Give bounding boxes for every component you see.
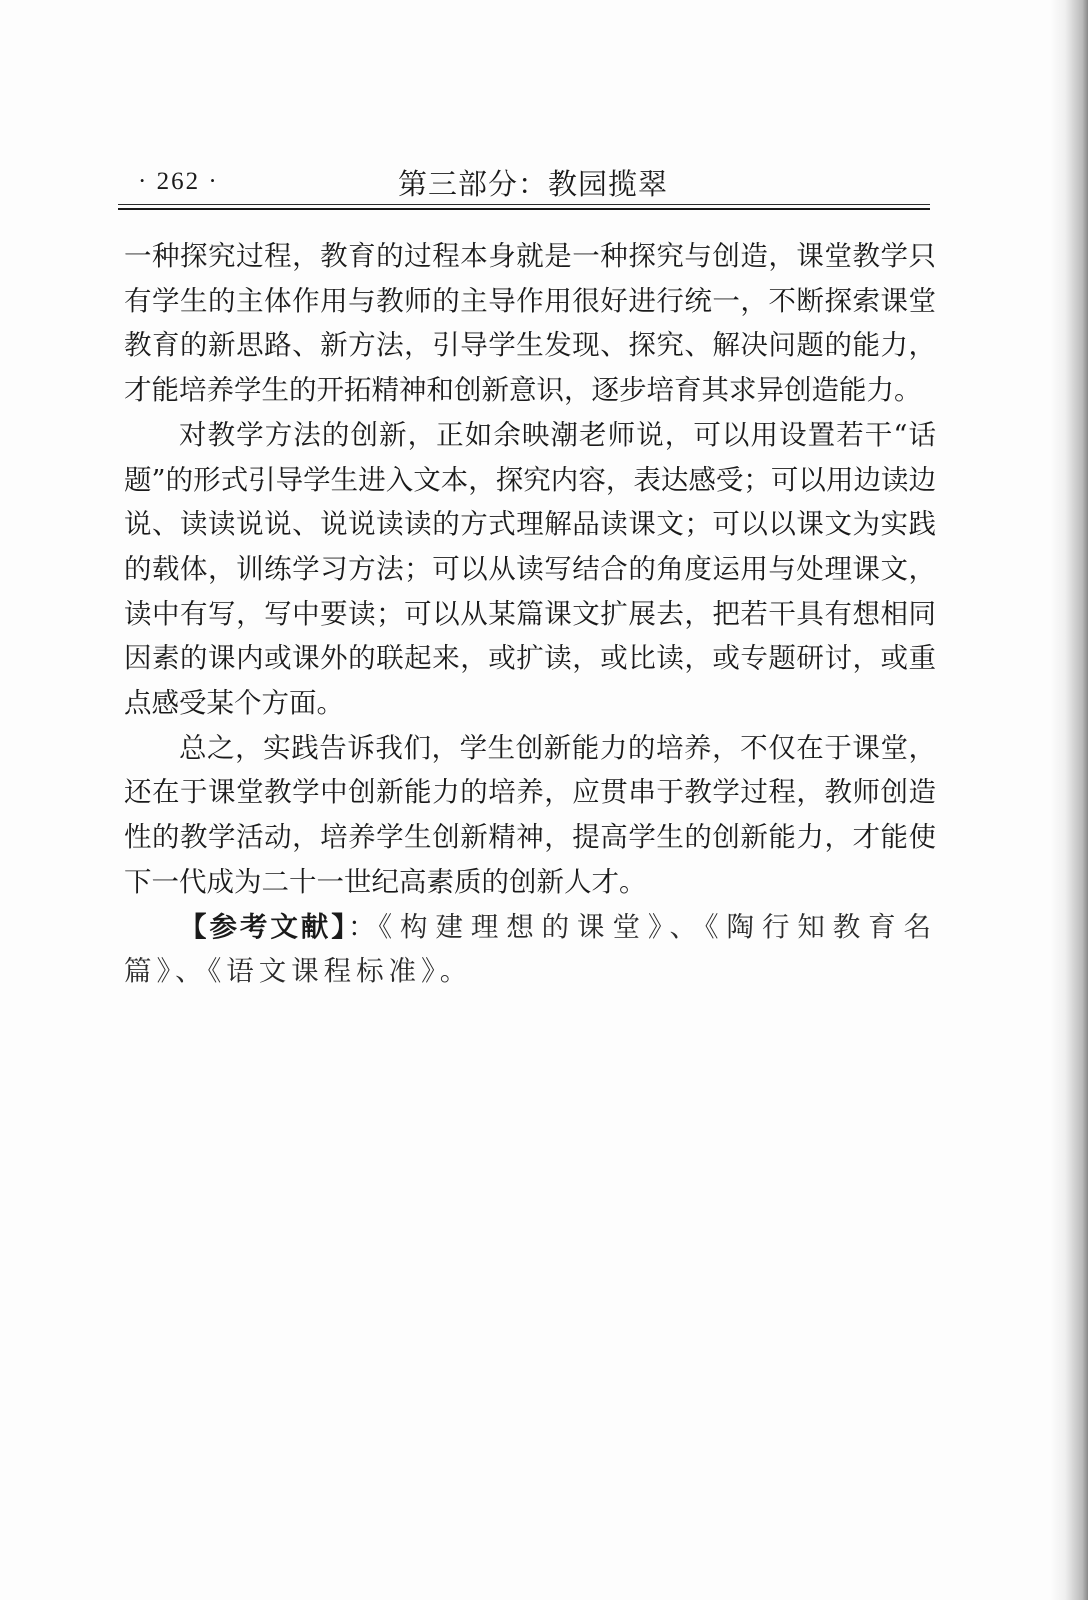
references-separator: ： — [347, 910, 379, 943]
page-number: · 262 · — [138, 168, 219, 195]
body-text — [124, 234, 936, 994]
paragraph-3: 总之，实践告诉我们，学生创新能力的培养，不仅在于课堂，还在于课堂教学中创新能力的培养，应贯串于教学过程，教师创造性的教学活动，培养学生创新精神，提高学生的创新能力，才能使下一代成为二十一世纪高素质的创新人才。 — [124, 731, 936, 898]
running-head: 第三部分：教园揽翠 — [398, 167, 669, 201]
paragraph-1: 一种探究过程，教育的过程本身就是一种探究与创造，课堂教学只有学生的主体作用与教师的主导作用很好进行统一，不断探索课堂教育的新思路、新方法，引导学生发现、探究、解决问题的能力，才能培养学生的开拓精神和创新意识，逐步培育其求异创造能力。 — [124, 240, 936, 407]
header-rule-thin — [118, 204, 930, 205]
references — [124, 905, 936, 994]
references-label: 【参考文献】 — [179, 910, 348, 943]
header-rule-thick — [118, 208, 930, 210]
references-titles: 《构建理想的课堂》、《陶行知教育名篇》、《语文课程标准》。 — [124, 910, 937, 988]
paragraph-2: 对教学方法的创新，正如余映潮老师说，可以用设置若干“话题”的形式引导学生进入文本，探究内容，表达感受；可以用边读边说、读读说说、说说读读的方式理解品读课文；可以以课文为实践的载体，训练学习方法；可以从读写结合的角度运用与处理课文，读中有写，写中要读；可以从某篇课文扩展去，把若干具有想相同因素的课内或课外的联起来，或扩读，或比读，或专题研讨，或重点感受某个方面。 — [124, 418, 936, 720]
scan-edge-shadow — [1050, 0, 1088, 1600]
